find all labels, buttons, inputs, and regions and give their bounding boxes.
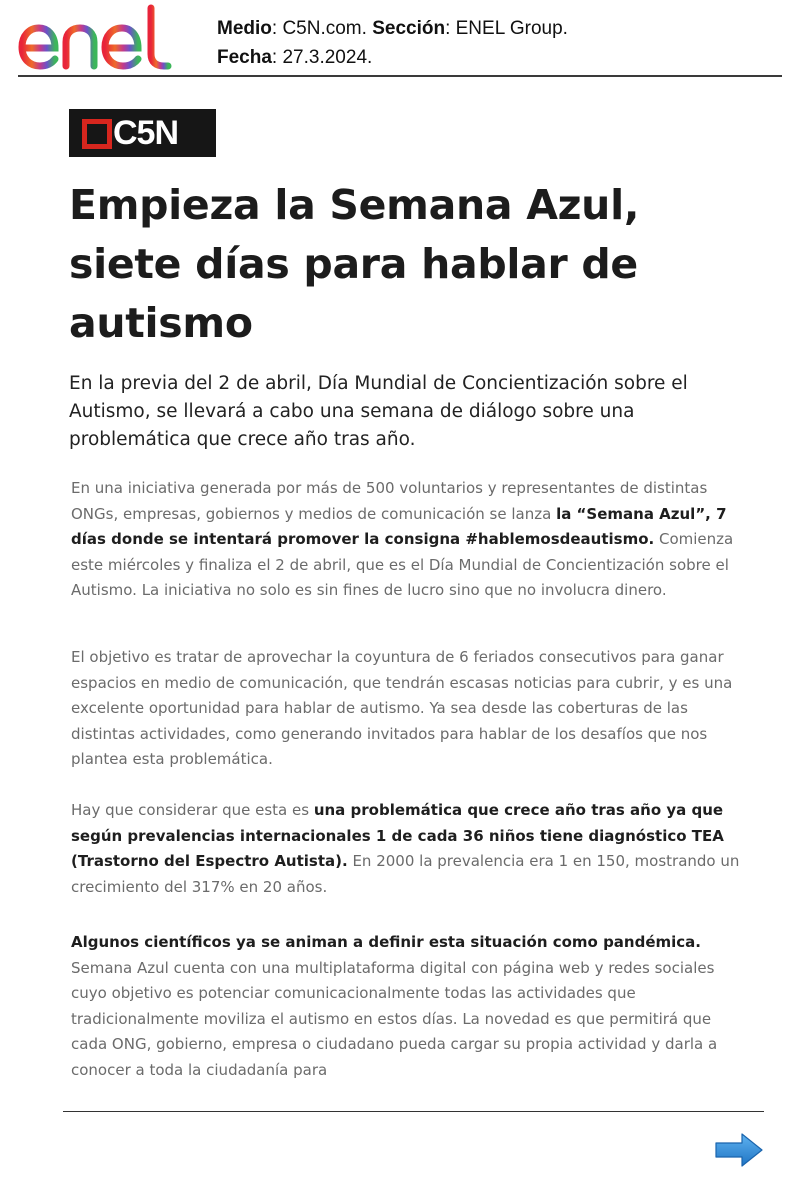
paragraph-text: En 2000 la prevalencia era 1 en 150, mostrando un crecimiento del 317% en 20 años. xyxy=(71,852,740,896)
paragraph-text: Comienza este miércoles y finaliza el 2 de abril, que es el Día Mundial de Concientización sobre el Autismo. La iniciativa no solo es sin fines de lucro sino que no involucra dinero. xyxy=(71,530,734,599)
seccion-value: : ENEL Group. xyxy=(445,18,568,39)
c5n-logo xyxy=(69,109,216,157)
medio-value: : C5N.com. xyxy=(271,18,373,39)
fecha-line xyxy=(217,43,568,72)
clipping-metadata xyxy=(217,14,568,72)
footer-divider xyxy=(63,1111,764,1112)
fecha-label: Fecha xyxy=(217,47,272,68)
paragraph-bold-text: Algunos científicos ya se animan a definir esta situación como pandémica. xyxy=(71,933,701,951)
article-paragraph-3 xyxy=(71,798,751,900)
paragraph-text: Semana Azul cuenta con una multiplataforma digital con página web y redes sociales cuyo objetivo es potenciar comunicacionalmente todas las actividades que tradicionalmente moviliza el autismo en estos días. La novedad es que permitirá que cada ONG, gobierno, empresa o ciudadano pueda cargar su propia actividad y darla a conocer a toda la ciudadanía para xyxy=(71,958,718,1079)
article-paragraph-2: El objetivo es tratar de aprovechar la coyuntura de 6 feriados consecutivos para ganar espacios en medio de comunicación, que tendrán escasas noticias para cubrir, y es una excelente oportunidad para hablar de autismo. Ya sea desde las coberturas de las distintas actividades, como generando invitados para hablar de los desafíos que nos plantea esta problemática. xyxy=(71,648,733,768)
clipping-header xyxy=(18,0,782,77)
article-paragraph-4 xyxy=(71,930,751,1083)
medio-line xyxy=(217,14,568,43)
paragraph-bold-text: una problemática que crece año tras año ya que según prevalencias internacionales 1 de cada 36 niños tiene diagnóstico TEA (Trastorno del Espectro Autista). xyxy=(71,801,724,870)
article-subhead: En la previa del 2 de abril, Día Mundial de Concientización sobre el Autismo, se llevará a cabo una semana de diálogo sobre una problemática que crece año tras año. xyxy=(69,373,688,450)
arrow-right-icon xyxy=(714,1132,764,1168)
medio-label: Medio xyxy=(217,18,272,39)
c5n-logo-text: C5N xyxy=(113,114,179,152)
paragraph-text: En una iniciativa generada por más de 500 voluntarios y representantes de distintas ONGs, empresas, gobiernos y medios de comunicación se lanza xyxy=(71,479,708,523)
c5n-square-mark xyxy=(82,119,112,149)
paragraph-bold-text: la “Semana Azul”, 7 días donde se intentará promover la consigna #hablemosdeautismo. xyxy=(71,504,727,548)
paragraph-text: Hay que considerar que esta es xyxy=(71,801,314,819)
next-page-button[interactable] xyxy=(714,1132,764,1168)
fecha-value: : 27.3.2024. xyxy=(271,47,373,68)
article-headline: Empieza la Semana Azul, siete días para hablar de autismo xyxy=(69,181,640,347)
article-paragraph-1 xyxy=(71,476,751,604)
seccion-label: Sección xyxy=(372,18,446,39)
enel-logo xyxy=(18,4,190,72)
enel-logo-graphic xyxy=(18,4,190,72)
